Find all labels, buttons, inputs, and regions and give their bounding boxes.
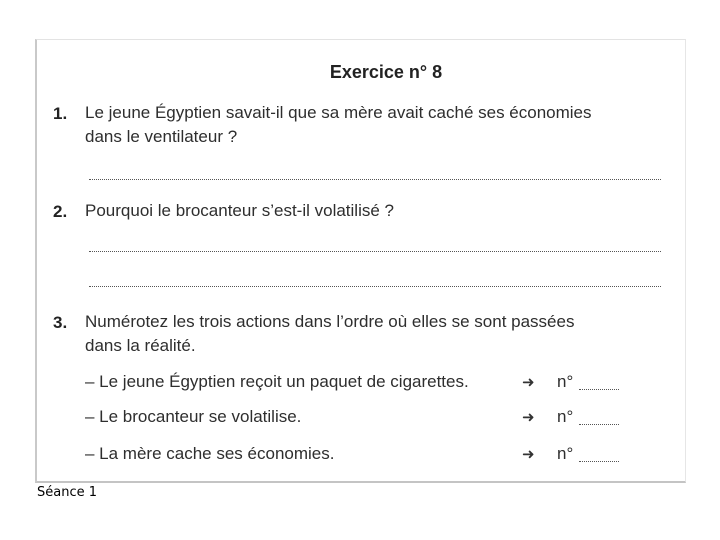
question-1-line-2: dans le ventilateur ?	[85, 127, 238, 146]
arrow-right-icon: ➜	[522, 374, 535, 391]
question-3-line-1: Numérotez les trois actions dans l’ordre où elles se sont passées	[85, 312, 575, 331]
session-label: Séance 1	[37, 485, 98, 500]
order-number-field-3[interactable]: n°	[557, 444, 619, 464]
arrow-right-icon: ➜	[522, 409, 535, 426]
question-1-line-1: Le jeune Égyptien savait-il que sa mère avait caché ses économies	[85, 103, 592, 122]
ordering-item-1: – Le jeune Égyptien reçoit un paquet de cigarettes.	[85, 372, 469, 391]
question-2-line-1: Pourquoi le brocanteur s’est-il volatilisé ?	[85, 201, 394, 220]
ordering-item-2: – Le brocanteur se volatilise.	[85, 407, 302, 426]
answer-line-1[interactable]	[89, 179, 661, 180]
order-number-field-1[interactable]: n°	[557, 372, 619, 392]
question-3-number: 3.	[53, 313, 68, 332]
answer-line-2b[interactable]	[89, 286, 661, 287]
arrow-right-icon: ➜	[522, 446, 535, 463]
answer-line-2a[interactable]	[89, 251, 661, 252]
order-number-dots[interactable]	[579, 389, 619, 390]
question-3-line-2: dans la réalité.	[85, 336, 196, 355]
order-number-dots[interactable]	[579, 461, 619, 462]
order-number-dots[interactable]	[579, 424, 619, 425]
order-number-field-2[interactable]: n°	[557, 407, 619, 427]
ordering-item-3: – La mère cache ses économies.	[85, 444, 335, 463]
question-1-number: 1.	[53, 104, 68, 123]
question-2-number: 2.	[53, 202, 68, 221]
exercise-sheet	[35, 39, 686, 483]
exercise-title: Exercice n° 8	[329, 62, 443, 82]
